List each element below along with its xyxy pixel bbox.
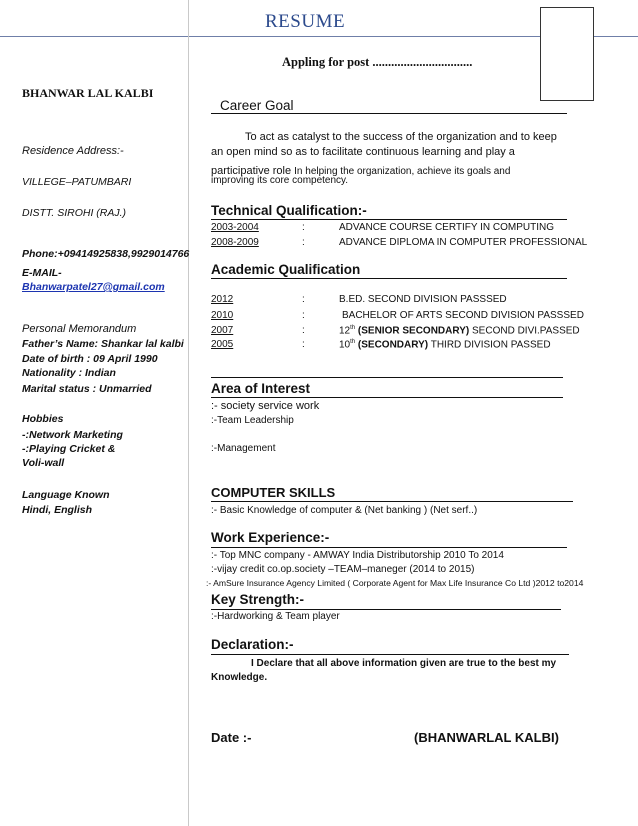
academic-year: 2005	[211, 339, 234, 350]
academic-class: 12	[339, 325, 351, 337]
work-item: :-vijay credit co.op.society –TEAM–maneger (2014 to 2015)	[211, 564, 475, 575]
work-heading: Work Experience:-	[211, 530, 330, 545]
academic-heading: Academic Qualification	[211, 262, 361, 277]
technical-year: 2008-2009	[211, 237, 259, 248]
technical-colon: :	[302, 237, 305, 248]
technical-row	[211, 222, 591, 235]
date-label: Date :-	[211, 730, 252, 745]
work-item: :- AmSure Insurance Agency Limited ( Corporate Agent for Max Life Insurance Co Ltd )2012 to2014	[206, 578, 584, 588]
academic-colon: :	[302, 294, 305, 305]
email-link[interactable]: Bhanwarpatel27@gmail.com	[22, 281, 165, 293]
interest-item: :-Team Leadership	[211, 415, 294, 426]
academic-sup: th	[350, 339, 356, 345]
academic-level: (SECONDARY)	[355, 339, 429, 351]
career-goal-heading: Career Goal	[220, 98, 294, 113]
father-name: Father’s Name: Shankar lal kalbi	[22, 338, 184, 350]
technical-desc: ADVANCE DIPLOMA IN COMPUTER PROFESSIONAL	[339, 237, 588, 248]
academic-result: THIRD DIVISION PASSED	[428, 339, 551, 351]
applying-for-post: Appling for post ................................	[282, 55, 473, 69]
email-label: E-MAIL-	[22, 267, 62, 279]
village: VILLEGE–PATUMBARI	[22, 176, 132, 188]
phone: Phone:+09414925838,9929014766	[22, 248, 190, 260]
date-of-birth: Date of birth : 09 April 1990	[22, 353, 158, 365]
academic-class: 10	[339, 339, 351, 351]
language-title: Language Known	[22, 489, 110, 501]
academic-sup: th	[350, 325, 356, 331]
technical-row	[211, 237, 591, 250]
district: DISTT. SIROHI (RAJ.)	[22, 207, 127, 219]
section-divider	[211, 377, 563, 378]
academic-result: SECOND DIVI.PASSED	[469, 325, 580, 337]
academic-row	[211, 339, 591, 352]
academic-colon: :	[302, 325, 305, 336]
career-line-part: In helping the organization, achieve its goals and	[294, 166, 511, 177]
marital-status: Marital status : Unmarried	[22, 383, 152, 395]
academic-level: (SENIOR SECONDARY)	[355, 325, 470, 337]
computer-heading: COMPUTER SKILLS	[211, 485, 336, 500]
academic-desc: B.ED. SECOND DIVISION PASSSED	[339, 294, 507, 305]
languages: Hindi, English	[22, 504, 92, 516]
academic-year: 2012	[211, 294, 234, 305]
academic-year: 2007	[211, 325, 234, 336]
interest-item: :-Management	[211, 443, 276, 454]
academic-year: 2010	[211, 310, 234, 321]
technical-colon: :	[302, 222, 305, 233]
career-line: improving its core competency.	[211, 175, 349, 186]
photo-placeholder	[540, 7, 594, 101]
interest-heading: Area of Interest	[211, 381, 311, 396]
career-line-part: participative role	[211, 165, 295, 177]
hobby-item: Voli-wall	[22, 457, 65, 469]
academic-desc	[339, 339, 551, 350]
technical-heading: Technical Qualification:-	[211, 203, 367, 218]
declaration-line: Knowledge.	[211, 672, 268, 683]
work-item: :- Top MNC company - AMWAY India Distributorship 2010 To 2014	[211, 550, 504, 561]
career-line: an open mind so as to facilitate continuous learning and play a	[211, 146, 515, 158]
academic-row	[211, 310, 591, 323]
academic-colon: :	[302, 310, 305, 321]
academic-row	[211, 294, 591, 307]
strength-heading: Key Strength:-	[211, 592, 305, 607]
nationality: Nationality : Indian	[22, 367, 116, 379]
strength-text: :-Hardworking & Team player	[211, 611, 340, 622]
hobbies-title: Hobbies	[22, 413, 64, 425]
technical-year: 2003-2004	[211, 222, 259, 233]
signature-name: (BHANWARLAL KALBI)	[414, 730, 559, 745]
residence-label: Residence Address:-	[22, 145, 124, 157]
declaration-line: I Declare that all above information given are true to the best my	[251, 658, 557, 669]
declaration-heading: Declaration:-	[211, 637, 294, 652]
academic-desc: BACHELOR OF ARTS SECOND DIVISION PASSSED	[342, 310, 584, 321]
academic-colon: :	[302, 339, 305, 350]
hobby-item: -:Playing Cricket &	[22, 443, 116, 455]
career-line: To act as catalyst to the success of the organization and to keep	[245, 131, 557, 143]
academic-desc	[339, 325, 580, 336]
hobby-item: -:Network Marketing	[22, 429, 123, 441]
interest-item: :- society service work	[211, 400, 320, 412]
resume-title: RESUME	[265, 11, 346, 32]
candidate-name: BHANWAR LAL KALBI	[22, 86, 154, 100]
column-divider	[188, 0, 189, 826]
computer-text: :- Basic Knowledge of computer & (Net banking ) (Net serf..)	[211, 505, 478, 516]
academic-row	[211, 325, 591, 338]
personal-memorandum: Personal Memorandum	[22, 323, 137, 335]
technical-desc: ADVANCE COURSE CERTIFY IN COMPUTING	[339, 222, 555, 233]
